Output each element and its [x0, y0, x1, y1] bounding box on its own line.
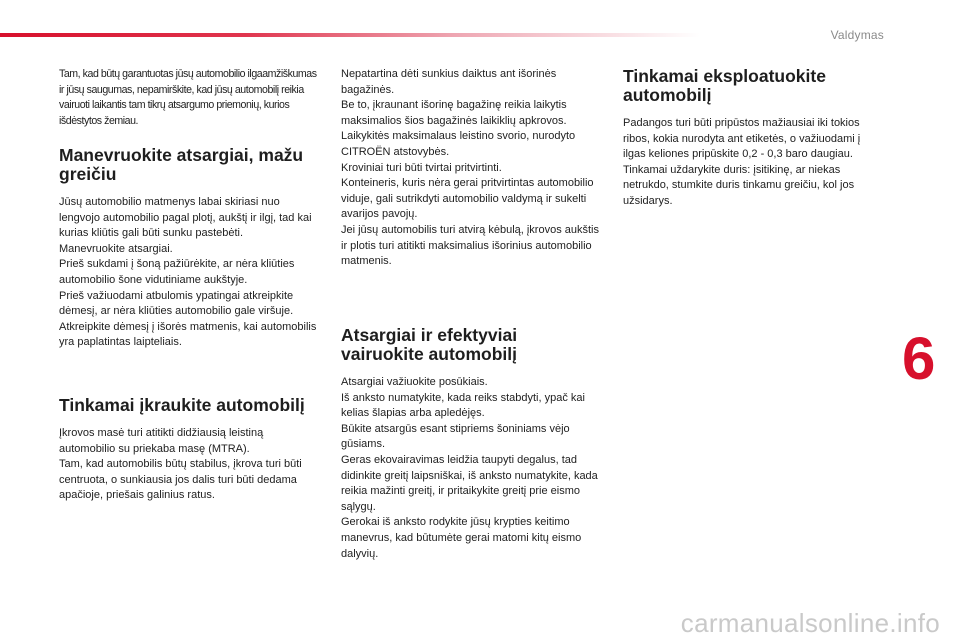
header-accent-bar [0, 33, 700, 37]
section-title: Manevruokite atsargiai, mažu greičiu [59, 145, 304, 184]
intro-paragraph: Tam, kad būtų garantuotas jūsų automobilio ilgaamžiškumas ir jūsų saugumas, nepamirškite, kad jūsų automobilį reikia vairuoti laikantis tam tikrų atsargumo priemonių, kurios išdėstytos žemiau. [59, 68, 317, 127]
section-body: Nepatartina dėti sunkius daiktus ant išorinės bagažinės. Be to, įkraunant išorinę bagažinę reikia laikytis maksimalios šios bagažinės laikiklių apkrovos. Laikykitės maksimalaus leistino svorio, nurodyto CITROËN atstovybės. Kroviniai turi būti tvirtai pritvirtinti. Konteineris, kuris nėra gerai pritvirtintas automobilio viduje, gali sutrikdyti automobilio valdymą ir sukelti avarijos pavojų. Jei jūsų automobilis turi atvirą kėbulą, įkrovos aukštis ir plotis turi atitikti maksimalius išorinius automobilio matmenis. [341, 68, 600, 268]
section-body: Įkrovos masė turi atitikti didžiausią leistiną automobilio su priekaba masę (MTRA). Tam, kad automobilis būtų stabilus, įkrova turi būti centruota, o sunkiausia jos dalis turi būti dedama apačioje, priešais galinius ratus. [59, 427, 302, 502]
section-label: Valdymas [830, 28, 884, 42]
section-body: Padangos turi būti pripūstos mažiausiai iki tokios ribos, kokia nurodyta ant etiketės, o važiuodami į ilgas keliones pripūskite 0,2 - 0,3 baro daugiau. Tinkamai uždarykite duris: įsitikinę, ar niekas netrukdo, stumkite duris tinkamu greičiu, kol jos užsidarys. [623, 117, 861, 207]
section-title: Atsargiai ir efektyviai vairuokite automobilį [341, 325, 518, 364]
watermark: carmanualsonline.info [680, 608, 940, 638]
chapter-number: 6 [902, 325, 936, 392]
section-title: Tinkamai eksploatuokite automobilį [623, 66, 826, 105]
section-driving [341, 326, 601, 562]
section-maintenance [623, 67, 885, 210]
section-loading [59, 396, 317, 504]
section-maneuver [59, 146, 317, 351]
section-title: Tinkamai įkraukite automobilį [59, 395, 305, 415]
section-body: Jūsų automobilio matmenys labai skiriasi nuo lengvojo automobilio pagal plotį, aukštį ir ilgį, tad kai kurias kliūtis gali būti sunku pastebėti. Manevruokite atsargiai. Prieš sukdami į šoną pažiūrėkite, ar nėra kliūties automobilio šone vidutiniame aukštyje. Prieš važiuodami atbulomis ypatingai atkreipkite dėmesį, ar nėra kliūties automobilio gale viršuje. Atkreipkite dėmesį į išorės matmenis, kai automobilis yra paplatintas laipteliais. [59, 196, 317, 349]
section-body: Atsargiai važiuokite posūkiais. Iš anksto numatykite, kada reiks stabdyti, ypač kai kelias šlapias arba apledėjęs. Būkite atsargūs esant stipriems šoniniams vėjo gūsiams. Geras ekovairavimas leidžia taupyti degalus, tad didinkite greitį laipsniškai, iš anksto numatykite, kada reikia mažinti greitį, ir pritaikykite greitį prie eismo sąlygų. Gerokai iš anksto rodykite jūsų krypties keitimo manevrus, kad būtumėte gerai matomi kitų eismo dalyvių. [341, 376, 598, 560]
section-loading-continued [341, 67, 601, 270]
